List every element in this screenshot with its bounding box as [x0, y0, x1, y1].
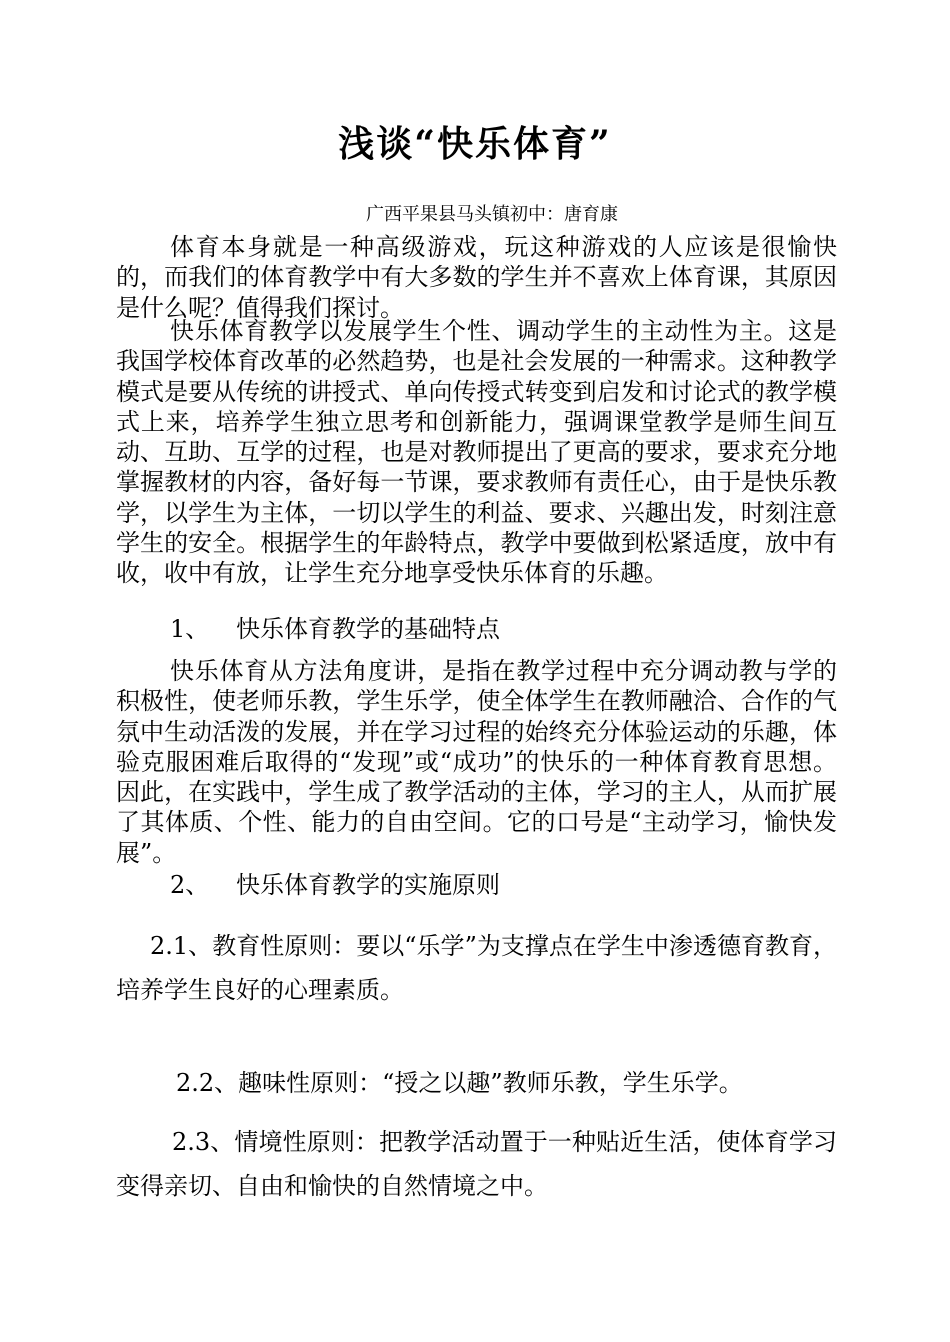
paragraph-intro: 体育本身就是一种高级游戏，玩这种游戏的人应该是很愉快的，而我们的体育教学中有大多数的学生并不喜欢上体育课，其原因是什么呢？值得我们探讨。 — [116, 233, 837, 322]
section-number: 1、 — [170, 615, 210, 643]
section-heading-1 — [170, 612, 837, 646]
section-title: 快乐体育教学的基础特点 — [236, 615, 500, 643]
author-line: 广西平果县马头镇初中：唐育康 — [366, 204, 618, 225]
document-title: 浅谈“快乐体育” — [338, 123, 612, 165]
paragraph-section1: 快乐体育从方法角度讲，是指在教学过程中充分调动教与学的积极性，使老师乐教，学生乐学，使全体学生在教师融洽、合作的气氛中生动活泼的发展，并在学习过程的始终充分体验运动的乐趣，体验克服困难后取得的“发现”或“成功”的快乐的一种体育教育思想。因此，在实践中，学生成了教学活动的主体，学习的主人，从而扩展了其体质、个性、能力的自由空间。它的口号是“主动学习，愉快发展”。 — [116, 657, 837, 867]
section-heading-2 — [170, 868, 837, 902]
section-title: 快乐体育教学的实施原则 — [236, 871, 500, 899]
principle-2-3: 2.3、情境性原则：把教学活动置于一种贴近生活，使体育学习变得亲切、自由和愉快的自然情境之中。 — [116, 1128, 837, 1200]
section-number: 2、 — [170, 871, 210, 899]
paragraph-overview: 快乐体育教学以发展学生个性、调动学生的主动性为主。这是我国学校体育改革的必然趋势，也是社会发展的一种需求。这种教学模式是要从传统的讲授式、单向传授式转变到启发和讨论式的教学模式上来，培养学生独立思考和创新能力，强调课堂教学是师生间互动、互助、互学的过程，也是对教师提出了更高的要求，要求充分地掌握教材的内容，备好每一节课，要求教师有责任心，由于是快乐教学，以学生为主体，一切以学生的利益、要求、兴趣出发，时刻注意学生的安全。根据学生的年龄特点，教学中要做到松紧适度，放中有收，收中有放，让学生充分地享受快乐体育的乐趣。 — [116, 317, 837, 588]
principle-2-1: 2.1、教育性原则：要以“乐学”为支撑点在学生中渗透德育教育，培养学生良好的心理素质。 — [116, 932, 837, 1004]
principle-2-2: 2.2、趣味性原则：“授之以趣”教师乐教，学生乐学。 — [176, 1069, 743, 1097]
